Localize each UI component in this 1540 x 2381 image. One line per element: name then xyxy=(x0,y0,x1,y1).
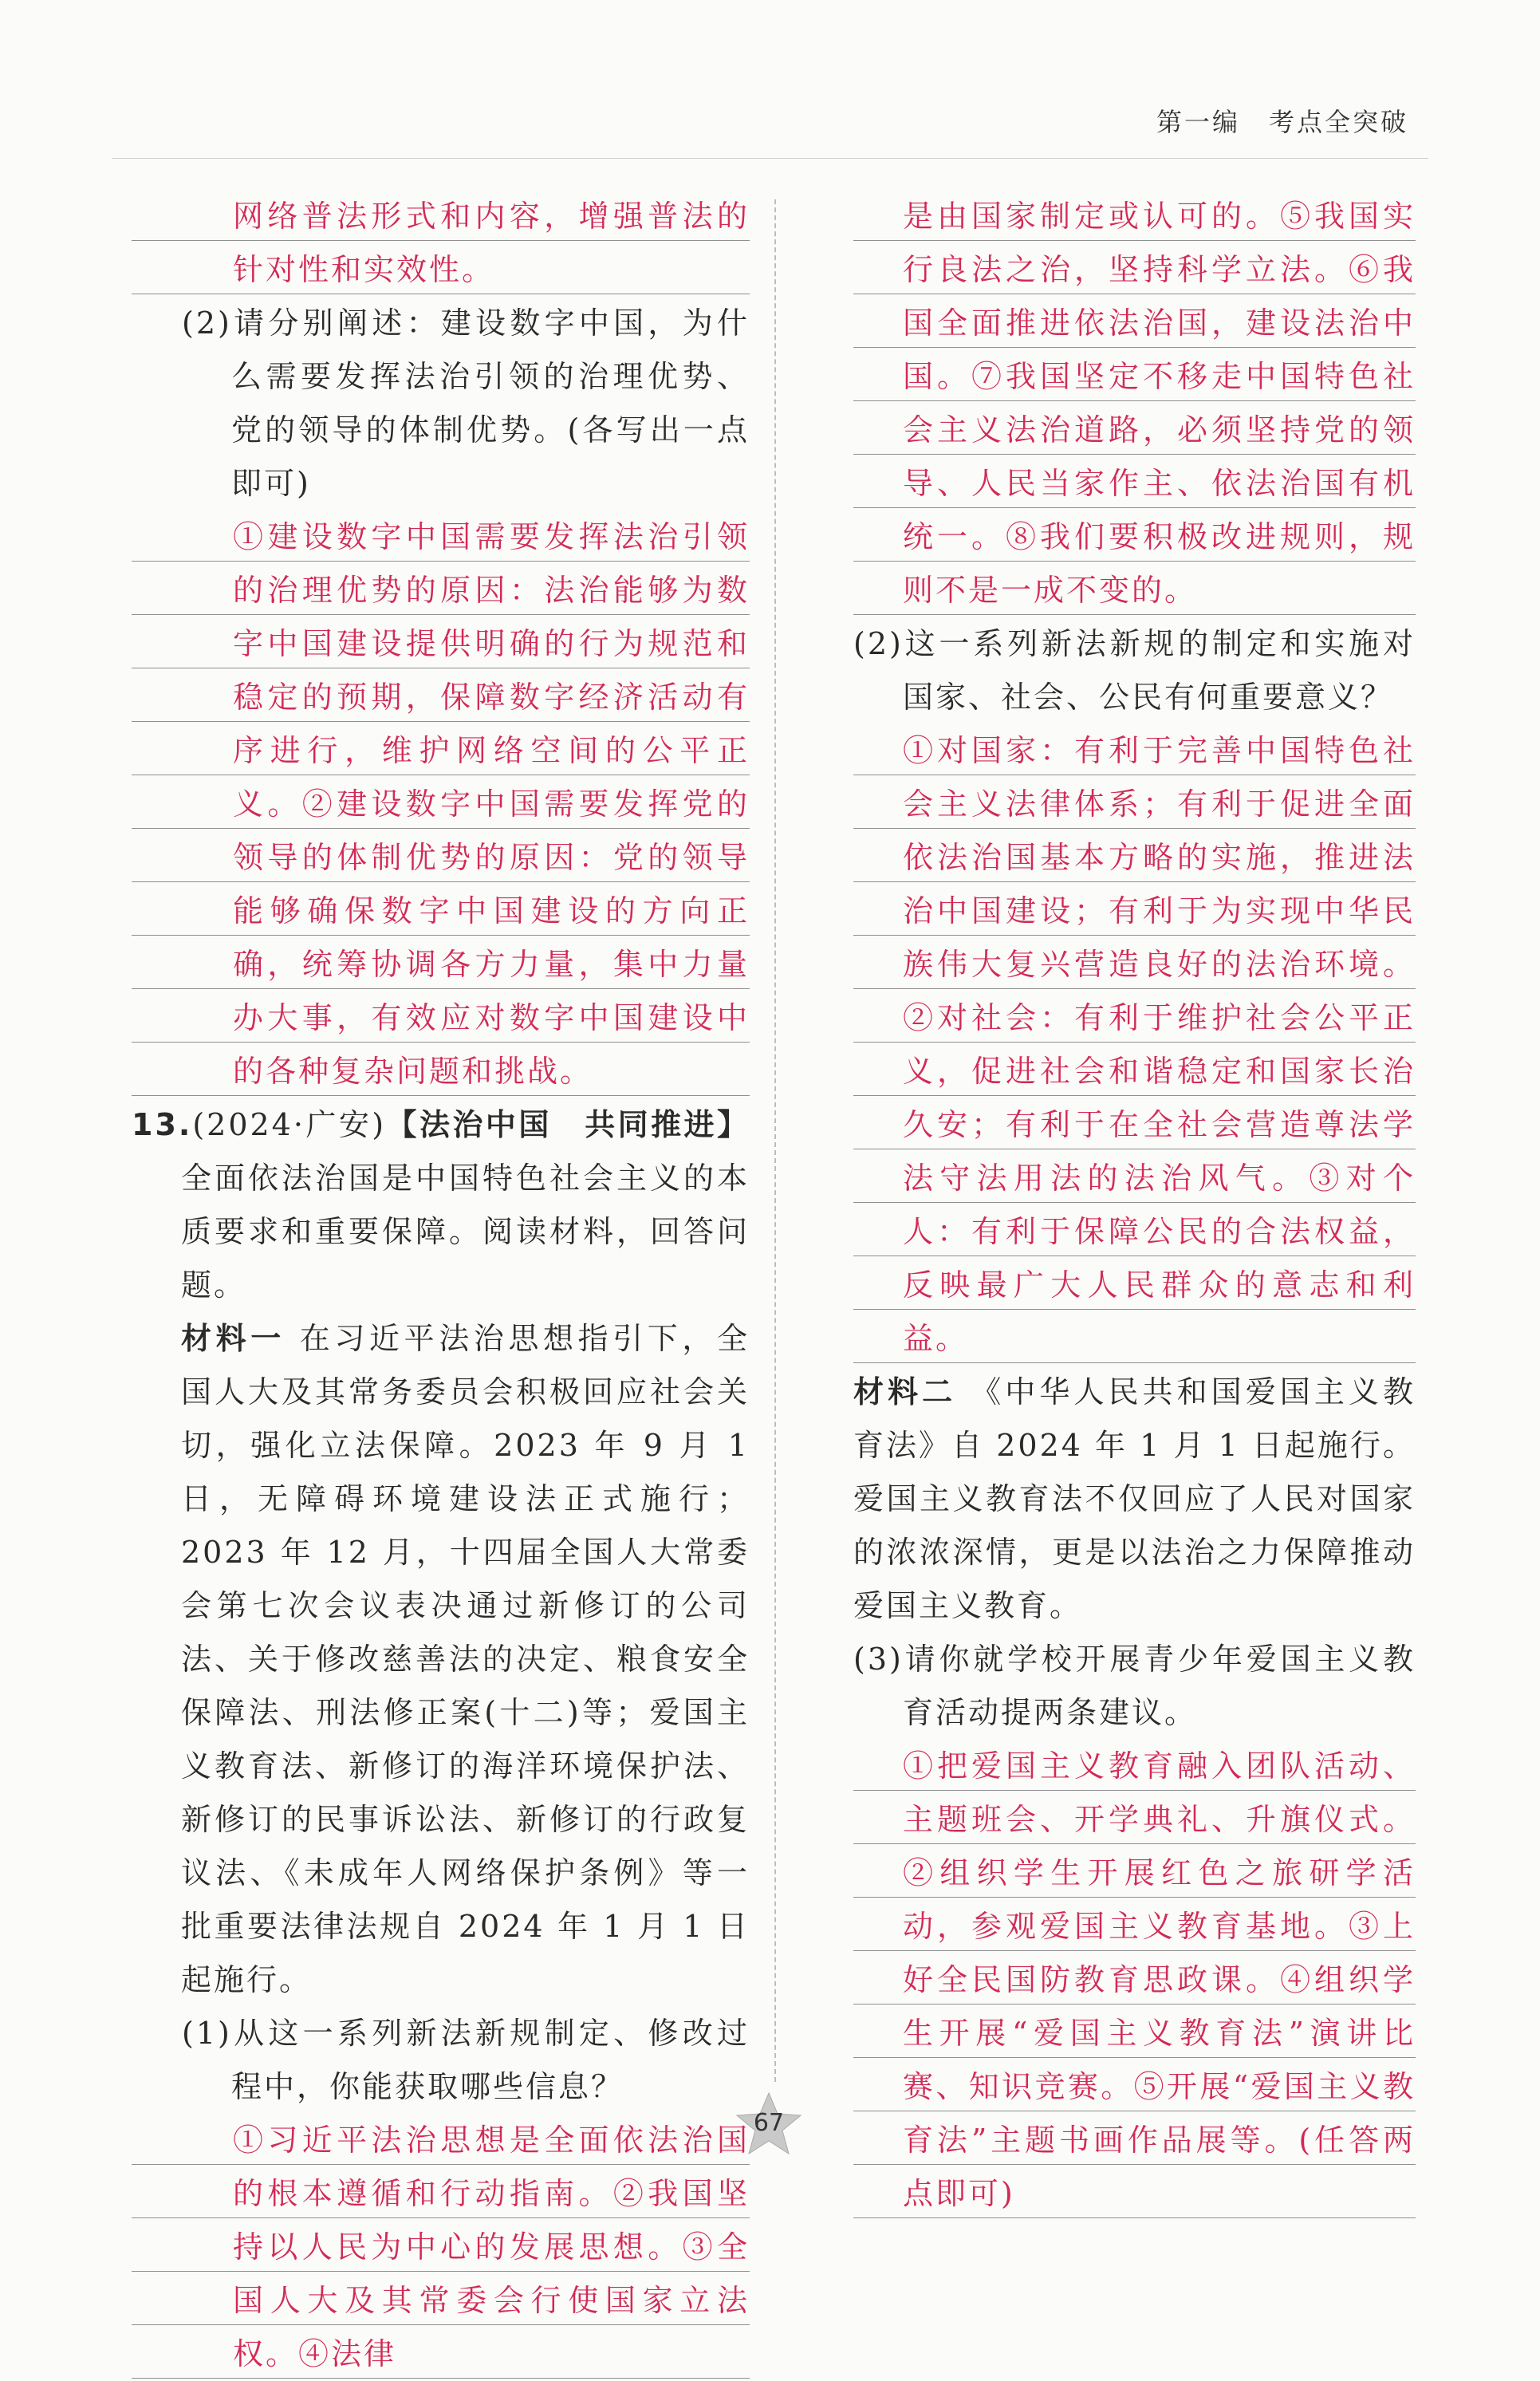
question-3: (3)请你就学校开展青少年爱国主义教育活动提两条建议。 xyxy=(853,1642,1416,1730)
question-1: (1)从这一系列新法新规制定、修改过程中，你能获取哪些信息？ xyxy=(182,2016,750,2104)
question-13-source: (2024·广安) xyxy=(192,1107,387,1142)
left-column xyxy=(132,190,750,2381)
question-13-intro: 全面依法治国是中国特色社会主义的本质要求和重要保障。阅读材料，回答问题。 xyxy=(181,1161,750,1303)
column-divider xyxy=(774,199,776,2082)
answer-1-cont: 是由国家制定或认可的。⑤我国实行良法之治，坚持科学立法。⑥我国全面推进依法治国，建设法治中国。⑦我国坚定不移走中国特色社会主义法治道路，必须坚持党的领导、人民当家作主、依法治国有机统一。⑧我们要积极改进规则，规则不是一成不变的。 xyxy=(853,190,1416,617)
question-13-number: 13. xyxy=(132,1107,193,1142)
answer-1-start: ①习近平法治思想是全面依法治国的根本遵循和行动指南。②我国坚持以人民为中心的发展思想。③全国人大及其常委会行使国家立法权。④法律 xyxy=(132,2114,750,2381)
material-1-text: 在习近平法治思想指引下，全国人大及其常务委员会积极回应社会关切，强化立法保障。2023 年 9 月 1 日，无障碍环境建设法正式施行；2023 年 12 月，十四届全国人大常委会第七次会议表决通过新修订的公司法、关于修改慈善法的决定、粮食安全保障法、刑法修正案(十二)等；爱国主义教育法、新修订的海洋环境保护法、新修订的民事诉讼法、新修订的行政复议法、《未成年人网络保护条例》等一批重要法律法规自 2024 年 1 月 1 日起施行。 xyxy=(181,1321,750,1997)
question-13-tag: 【法治中国 共同推进】 xyxy=(386,1107,750,1142)
question-13 xyxy=(132,1098,750,1312)
material-2 xyxy=(853,1366,1416,1633)
material-1-label: 材料一 xyxy=(181,1321,286,1356)
page-number: 67 xyxy=(753,2109,785,2137)
header-title: 考点全突破 xyxy=(1268,107,1408,137)
header-rule xyxy=(112,158,1428,159)
question-2-left: (2)请分别阐述：建设数字中国，为什么需要发挥法治引领的治理优势、党的领导的体制优势。(各写出一点即可) xyxy=(182,306,750,501)
answer-3: ①把爱国主义教育融入团队活动、主题班会、开学典礼、升旗仪式。②组织学生开展红色之旅研学活动，参观爱国主义教育基地。③上好全民国防教育思政课。④组织学生开展“爱国主义教育法”演讲比赛、知识竞赛。⑤开展“爱国主义教育法”主题书画作品展等。(任答两点即可) xyxy=(853,1740,1416,2221)
material-1 xyxy=(132,1312,750,2007)
answer-2-right: ①对国家：有利于完善中国特色社会主义法律体系；有利于促进全面依法治国基本方略的实施，推进法治中国建设；有利于为实现中华民族伟大复兴营造良好的法治环境。②对社会：有利于维护社会公平正义，促进社会和谐稳定和国家长治久安；有利于在全社会营造尊法学法守法用法的法治风气。③对个人：有利于保障公民的合法权益，反映最广大人民群众的意志和利益。 xyxy=(853,724,1416,1366)
answer-prev-tail: 网络普法形式和内容，增强普法的针对性和实效性。 xyxy=(132,190,750,297)
answer-2-left: ①建设数字中国需要发挥法治引领的治理优势的原因：法治能够为数字中国建设提供明确的行为规范和稳定的预期，保障数字经济活动有序进行，维护网络空间的公平正义。②建设数字中国需要发挥党的领导的体制优势的原因：党的领导能够确保数字中国建设的方向正确，统筹协调各方力量，集中力量办大事，有效应对数字中国建设中的各种复杂问题和挑战。 xyxy=(132,510,750,1098)
material-2-label: 材料二 xyxy=(853,1374,957,1409)
header-section: 第一编 xyxy=(1156,107,1240,137)
running-header xyxy=(1156,102,1408,139)
right-column xyxy=(853,190,1416,2221)
question-2-right: (2)这一系列新法新规的制定和实施对国家、社会、公民有何重要意义？ xyxy=(853,626,1416,715)
page-number-badge xyxy=(732,2090,805,2163)
material-2-text: 《中华人民共和国爱国主义教育法》自 2024 年 1 月 1 日起施行。爱国主义教育法不仅回应了人民对国家的浓浓深情，更是以法治之力保障推动爱国主义教育。 xyxy=(853,1374,1416,1623)
